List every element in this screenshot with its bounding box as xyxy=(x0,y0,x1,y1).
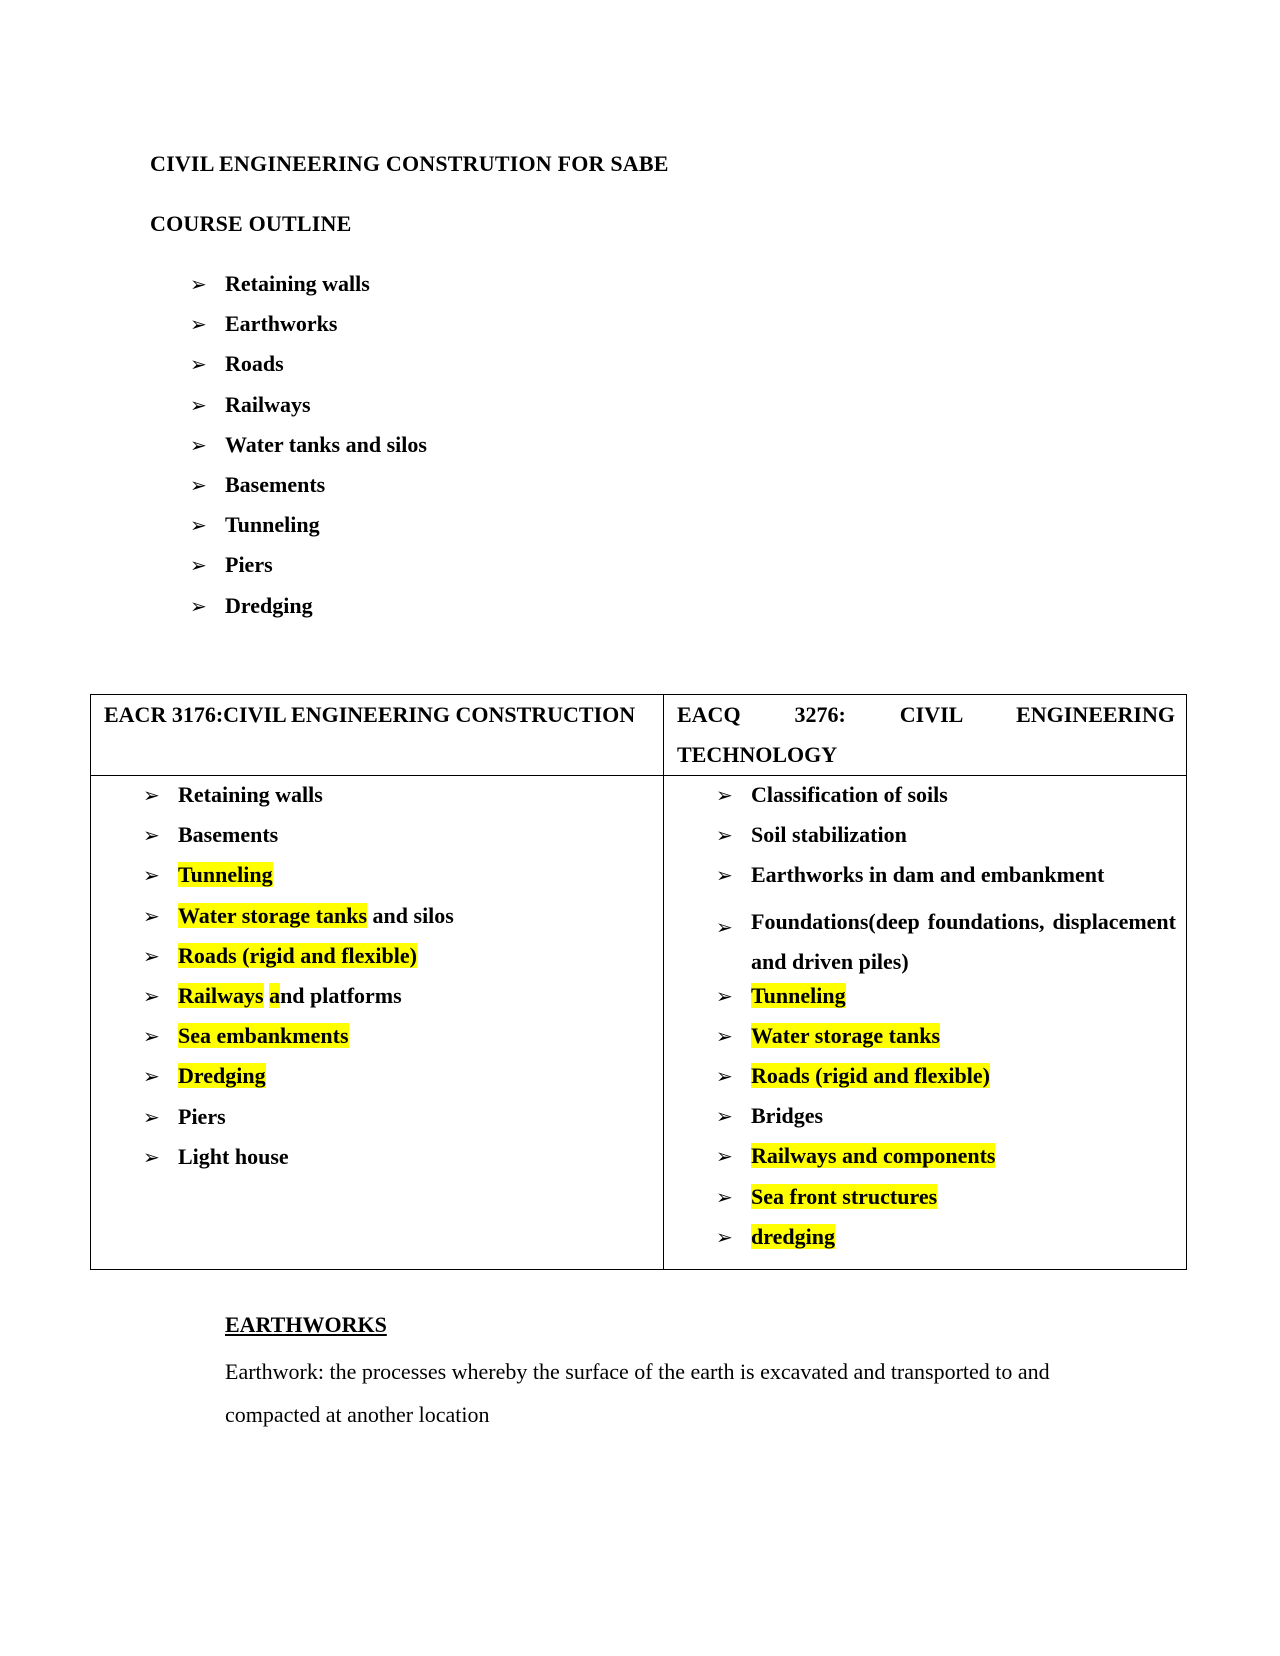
list-item xyxy=(143,861,663,901)
table-header-row xyxy=(91,695,1187,776)
bullet-arrow-icon: ➢ xyxy=(716,825,733,848)
table-cell-left xyxy=(91,776,664,1270)
list-item: ➢ Bridges xyxy=(716,1102,1176,1142)
list-item xyxy=(716,1223,1176,1263)
list-item: ➢ Earthworks xyxy=(190,310,427,350)
bullet-arrow-icon: ➢ xyxy=(143,1146,160,1169)
list-item: ➢ Piers xyxy=(190,551,427,591)
highlighted-text: Railways and components xyxy=(751,1143,996,1169)
bullet-arrow-icon: ➢ xyxy=(143,985,160,1008)
list-item: ➢ Dredging xyxy=(190,592,427,632)
list-item: ➢ Water storage tanks and silos xyxy=(143,902,663,942)
bullet-arrow-icon: ➢ xyxy=(190,394,207,417)
bullet-arrow-icon: ➢ xyxy=(190,555,207,578)
earthworks-heading: EARTHWORKS xyxy=(225,1312,387,1337)
list-item: ➢ Tunneling xyxy=(190,511,427,551)
bullet-arrow-icon: ➢ xyxy=(143,1106,160,1129)
bullet-arrow-icon: ➢ xyxy=(716,1065,733,1088)
list-item: ➢ Earthworks in dam and embankment xyxy=(716,861,1176,901)
earthworks-definition: Earthwork: the processes whereby the surface of the earth is excavated and transported to and compacted at another location xyxy=(225,1359,1050,1427)
bullet-arrow-icon: ➢ xyxy=(716,1025,733,1048)
bullet-arrow-icon: ➢ xyxy=(716,1146,733,1169)
list-item: ➢ Foundations(deep foundations, displacement and driven piles) xyxy=(716,908,1176,974)
table-row xyxy=(91,776,1187,1270)
highlighted-text: Railways xyxy=(178,982,264,1008)
bullet-arrow-icon: ➢ xyxy=(190,274,207,296)
right-topic-list xyxy=(716,776,1176,1263)
bullet-arrow-icon: ➢ xyxy=(716,1226,733,1249)
list-item: ➢ Retaining walls xyxy=(143,781,663,821)
list-item: ➢ Railways and platforms xyxy=(143,982,663,1022)
list-item xyxy=(716,982,1176,1022)
highlighted-text: Roads (rigid and flexible) xyxy=(178,942,417,968)
highlighted-text: Sea embankments xyxy=(178,1023,349,1049)
table-header-left: EACR 3176:CIVIL ENGINEERING CONSTRUCTION xyxy=(91,695,664,776)
highlighted-text: Dredging xyxy=(178,1063,266,1089)
list-item: ➢ Basements xyxy=(190,471,427,511)
bullet-arrow-icon: ➢ xyxy=(143,945,160,968)
bullet-arrow-icon: ➢ xyxy=(143,785,160,807)
bullet-arrow-icon: ➢ xyxy=(143,865,160,888)
highlighted-text: Tunneling xyxy=(178,862,273,888)
highlighted-text: Sea front structures xyxy=(751,1183,938,1209)
list-item xyxy=(143,942,663,982)
bullet-arrow-icon: ➢ xyxy=(716,985,733,1008)
course-outline-list xyxy=(190,270,427,632)
bullet-arrow-icon: ➢ xyxy=(190,354,207,377)
highlighted-text: dredging xyxy=(751,1223,835,1249)
list-item xyxy=(143,1022,663,1062)
bullet-arrow-icon: ➢ xyxy=(716,1186,733,1209)
list-item xyxy=(716,1142,1176,1182)
list-item: ➢ Light house xyxy=(143,1143,663,1183)
highlighted-text: Roads (rigid and flexible) xyxy=(751,1062,990,1088)
bullet-arrow-icon: ➢ xyxy=(190,434,207,457)
list-item: ➢ Basements xyxy=(143,821,663,861)
list-item: ➢ Roads xyxy=(190,350,427,390)
list-item: ➢ Piers xyxy=(143,1103,663,1143)
list-item xyxy=(716,1062,1176,1102)
bullet-arrow-icon: ➢ xyxy=(190,515,207,538)
bullet-arrow-icon: ➢ xyxy=(143,905,160,928)
highlighted-text: Tunneling xyxy=(751,982,846,1008)
list-item: ➢ Classification of soils xyxy=(716,781,1176,821)
highlighted-text: Water storage tanks xyxy=(178,902,368,928)
list-item xyxy=(716,1183,1176,1223)
bullet-arrow-icon: ➢ xyxy=(716,1106,733,1129)
list-item xyxy=(716,1022,1176,1062)
highlighted-text: Water storage tanks xyxy=(751,1022,941,1048)
list-item: ➢ Water tanks and silos xyxy=(190,431,427,471)
table-cell-right xyxy=(664,776,1187,1270)
list-item: ➢ Railways xyxy=(190,391,427,431)
document-title: CIVIL ENGINEERING CONSTRUTION FOR SABE xyxy=(150,151,669,176)
bullet-arrow-icon: ➢ xyxy=(143,825,160,848)
bullet-arrow-icon: ➢ xyxy=(190,595,207,618)
bullet-arrow-icon: ➢ xyxy=(143,1026,160,1049)
table-header-right: EACQ 3276: CIVIL ENGINEERING TECHNOLOGY xyxy=(664,695,1187,776)
bullet-arrow-icon: ➢ xyxy=(143,1066,160,1089)
bullet-arrow-icon: ➢ xyxy=(716,865,733,888)
bullet-arrow-icon: ➢ xyxy=(716,916,733,939)
bullet-arrow-icon: ➢ xyxy=(716,785,733,807)
left-topic-list xyxy=(143,776,663,1183)
list-item: ➢ Retaining walls xyxy=(190,270,427,310)
list-item xyxy=(143,1062,663,1102)
highlighted-text: a xyxy=(269,982,281,1008)
course-outline-heading: COURSE OUTLINE xyxy=(150,211,352,236)
bullet-arrow-icon: ➢ xyxy=(190,474,207,497)
bullet-arrow-icon: ➢ xyxy=(190,314,207,337)
list-item: ➢ Soil stabilization xyxy=(716,821,1176,861)
course-comparison-table xyxy=(90,694,1187,1270)
